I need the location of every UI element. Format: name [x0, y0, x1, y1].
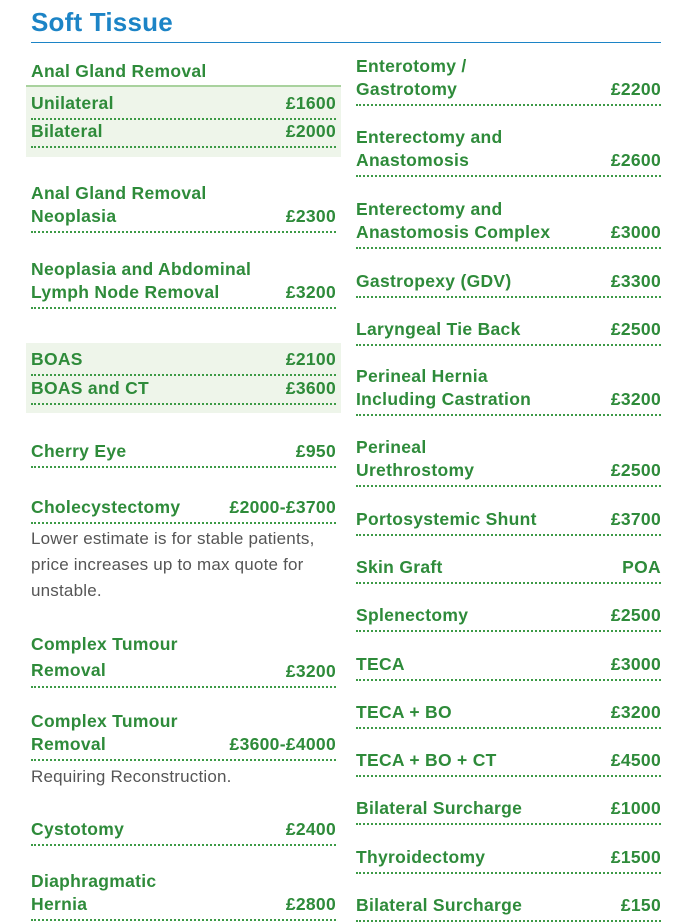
price-row-enterectomy-complex — [356, 198, 661, 249]
item-name: Cherry Eye — [31, 441, 127, 461]
complex-tumour-reconstruction-note: Requiring Reconstruction. — [31, 767, 232, 786]
item-price: £950 — [295, 441, 336, 461]
item-price: POA — [622, 557, 661, 577]
price-row-perineal-urethrostomy — [356, 436, 661, 487]
item-price: £3000 — [610, 222, 661, 242]
item-name: Unilateral — [31, 93, 114, 113]
price-row-thyroidectomy — [356, 845, 661, 874]
item-price: £4500 — [610, 750, 661, 770]
price-row-complex-tumour — [31, 631, 336, 688]
item-name: Complex Tumour Removal — [31, 634, 178, 680]
item-price: £1000 — [610, 798, 661, 818]
section-title: Soft Tissue — [31, 7, 173, 37]
item-name: TECA + BO — [356, 702, 452, 722]
item-price: £2600 — [610, 150, 661, 170]
item-price: £3600 — [285, 378, 336, 398]
price-row-teca-bo-ct — [356, 748, 661, 777]
price-row-cystotomy — [31, 817, 336, 846]
price-row-splenectomy — [356, 603, 661, 632]
item-name: Gastropexy (GDV) — [356, 271, 512, 291]
item-price: £2400 — [285, 819, 336, 839]
item-price: £3200 — [610, 702, 661, 722]
item-name: BOAS — [31, 349, 83, 369]
item-name: TECA — [356, 654, 405, 674]
item-price: £2500 — [610, 319, 661, 339]
item-name: Enterotomy / Gastrotomy — [356, 56, 467, 99]
item-name: Splenectomy — [356, 605, 469, 625]
price-row-laryngeal-tie-back — [356, 317, 661, 346]
item-name: Skin Graft — [356, 557, 443, 577]
item-name: Complex Tumour Removal — [31, 711, 178, 754]
item-price: £3000 — [610, 654, 661, 674]
price-row-bilateral-surcharge-thyroid — [356, 893, 661, 922]
price-row-boas-ct — [31, 376, 336, 405]
price-row-perineal-hernia — [356, 365, 661, 416]
item-name: TECA + BO + CT — [356, 750, 497, 770]
anal-gland-heading-label: Anal Gland Removal — [31, 61, 207, 81]
item-price: £2800 — [285, 894, 336, 914]
price-row-skin-graft — [356, 555, 661, 584]
price-row-enterotomy — [356, 55, 661, 106]
price-row-cholecystectomy — [31, 495, 336, 524]
cholecystectomy-note: Lower estimate is for stable patients, price increases up to max quote for unstable. — [31, 529, 315, 600]
item-name: Laryngeal Tie Back — [356, 319, 521, 339]
price-row-bilateral-surcharge-teca — [356, 796, 661, 825]
price-row-neoplasia-lymph — [31, 258, 336, 309]
price-row-anal-gland-neoplasia — [31, 182, 336, 233]
price-row-diaphragmatic-hernia — [31, 870, 336, 921]
item-name: Bilateral Surcharge — [356, 798, 523, 818]
item-price: £3200 — [285, 282, 336, 302]
item-price: £2000 — [285, 121, 336, 141]
item-price: £3600-£4000 — [229, 734, 336, 754]
price-row-portosystemic-shunt — [356, 507, 661, 536]
item-name: Perineal Urethrostomy — [356, 437, 475, 480]
item-price: £2500 — [610, 605, 661, 625]
item-price: £3200 — [285, 661, 336, 681]
item-price: £2300 — [285, 206, 336, 226]
item-name: Cholecystectomy — [31, 497, 181, 517]
item-name: Anal Gland Removal Neoplasia — [31, 183, 207, 226]
item-name: BOAS and CT — [31, 378, 150, 398]
item-name: Diaphragmatic Hernia — [31, 871, 157, 914]
item-name: Bilateral Surcharge — [356, 895, 523, 915]
price-row-gastropexy — [356, 269, 661, 298]
item-price: £150 — [620, 895, 661, 915]
item-name: Thyroidectomy — [356, 847, 486, 867]
price-row-complex-tumour-reconstruction — [31, 710, 336, 761]
item-price: £3300 — [610, 271, 661, 291]
item-price: £2200 — [610, 79, 661, 99]
price-row-bilateral — [31, 119, 336, 148]
item-price: £3200 — [610, 389, 661, 409]
item-price: £2000-£3700 — [229, 497, 336, 517]
item-name: Portosystemic Shunt — [356, 509, 537, 529]
item-name: Cystotomy — [31, 819, 125, 839]
anal-gland-heading — [31, 58, 336, 86]
item-price: £1600 — [285, 93, 336, 113]
item-name: Neoplasia and Abdominal Lymph Node Removal — [31, 259, 252, 302]
item-price: £2100 — [285, 349, 336, 369]
price-row-teca-bo — [356, 700, 661, 729]
item-price: £2500 — [610, 460, 661, 480]
item-name: Perineal Hernia Including Castration — [356, 366, 532, 409]
price-row-cherry-eye — [31, 439, 336, 468]
title-divider — [31, 42, 661, 43]
price-row-teca — [356, 652, 661, 681]
item-name: Enterectomy and Anastomosis — [356, 127, 503, 170]
price-row-unilateral — [31, 91, 336, 120]
price-row-boas — [31, 347, 336, 376]
item-name: Bilateral — [31, 121, 103, 141]
item-price: £1500 — [610, 847, 661, 867]
item-price: £3700 — [610, 509, 661, 529]
price-row-enterectomy — [356, 126, 661, 177]
item-name: Enterectomy and Anastomosis Complex — [356, 199, 551, 242]
